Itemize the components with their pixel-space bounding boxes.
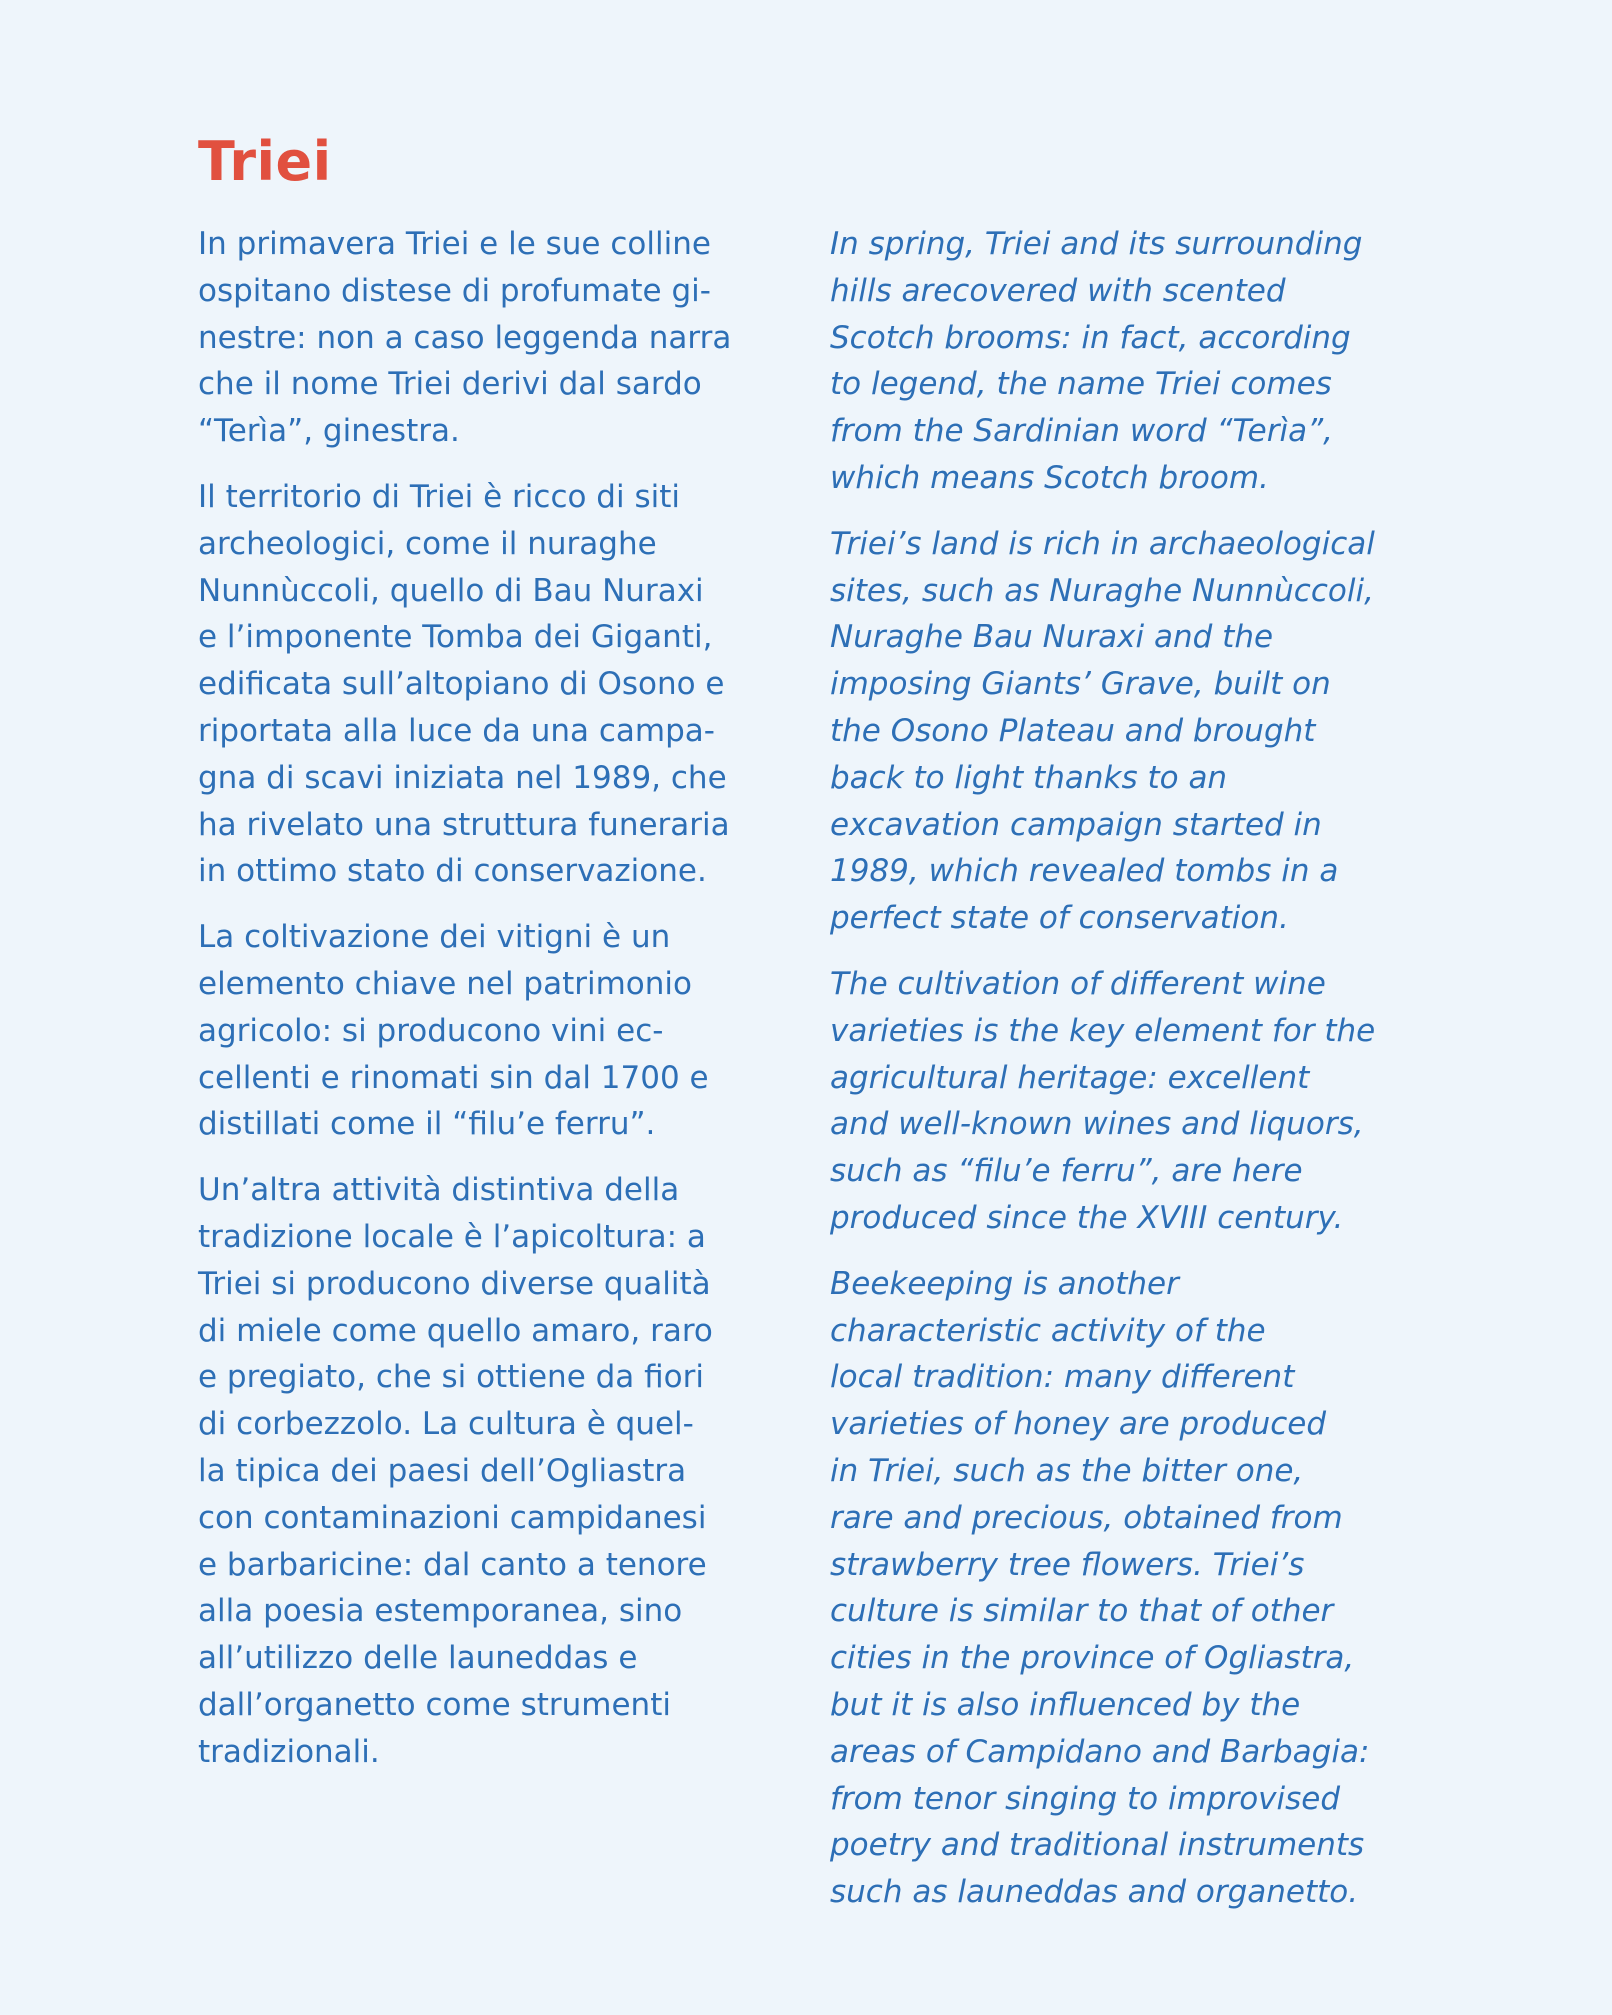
text-line: archeologici, come il nuraghe [198, 525, 657, 562]
text-line: e l’imponente Tomba dei Giganti, [198, 619, 713, 656]
text-line: e pregiato, che si ottiene da fiori [198, 1359, 705, 1396]
text-line: con contaminazioni campidanesi [198, 1499, 707, 1536]
text-line: strawberry tree flowers. Triei’s [830, 1546, 1305, 1583]
text-line: di miele come quello amaro, raro [198, 1312, 713, 1349]
text-line: all’utilizzo delle launeddas e [198, 1640, 638, 1677]
italian-column [198, 221, 798, 1795]
text-line: culture is similar to that of other [830, 1593, 1334, 1630]
text-line: Un’altra attività distintiva della [198, 1172, 680, 1209]
english-paragraph-4 [830, 1261, 1430, 1916]
text-line: ha rivelato una struttura funeraria [198, 806, 730, 843]
text-line: agricultural heritage: excellent [830, 1059, 1310, 1096]
text-line: Nuraghe Bau Nuraxi and the [830, 619, 1274, 656]
text-line: Scotch brooms: in fact, according [830, 319, 1351, 356]
italian-paragraph-4 [198, 1167, 798, 1775]
text-line: areas of Campidano and Barbagia: [830, 1733, 1370, 1770]
text-line: la tipica dei paesi dell’Ogliastra [198, 1452, 687, 1489]
text-line: di corbezzolo. La cultura è quel- [198, 1406, 694, 1443]
text-line: dall’organetto come strumenti [198, 1686, 671, 1723]
text-line: riportata alla luce da una campa- [198, 712, 715, 749]
text-line: elemento chiave nel patrimonio [198, 965, 692, 1002]
text-line: edificata sull’altopiano di Osono e [198, 666, 725, 703]
text-line: sites, such as Nuraghe Nunnùccoli, [830, 572, 1374, 609]
text-line: such as “filu’e ferru”, are here [830, 1153, 1303, 1190]
page-title: Triei [198, 130, 332, 193]
text-line: and well-known wines and liquors, [830, 1106, 1364, 1143]
text-line: from the Sardinian word “Terìa”, [830, 413, 1333, 450]
text-line: che il nome Triei derivi dal sardo [198, 366, 702, 403]
text-line: imposing Giants’ Grave, built on [830, 666, 1331, 703]
text-line: “Terìa”, ginestra. [198, 413, 460, 450]
text-line: produced since the XVIII century. [830, 1199, 1344, 1236]
english-paragraph-2 [830, 521, 1430, 942]
text-line: hills arecovered with scented [830, 272, 1286, 309]
text-line: varieties of honey are produced [830, 1406, 1327, 1443]
text-line: rare and precious, obtained from [830, 1499, 1343, 1536]
text-line: the Osono Plateau and brought [830, 712, 1316, 749]
text-line: varieties is the key element for the [830, 1012, 1376, 1049]
text-line: alla poesia estemporanea, sino [198, 1593, 683, 1630]
italian-paragraph-3 [198, 914, 798, 1148]
text-line: The cultivation of different wine [830, 965, 1326, 1002]
text-line: Beekeeping is another [830, 1265, 1179, 1302]
text-line: Triei si producono diverse qualità [198, 1265, 711, 1302]
italian-paragraph-1 [198, 221, 798, 455]
text-line: Il territorio di Triei è ricco di siti [198, 478, 680, 515]
text-line: characteristic activity of the [830, 1312, 1266, 1349]
text-line: La coltivazione dei vitigni è un [198, 919, 671, 956]
text-line: In primavera Triei e le sue colline [198, 226, 711, 262]
english-paragraph-1 [830, 221, 1430, 502]
text-line: In spring, Triei and its surrounding [830, 226, 1363, 262]
text-line: e barbaricine: dal canto a tenore [198, 1546, 707, 1583]
text-line: in ottimo stato di conservazione. [198, 853, 707, 890]
text-line: from tenor singing to improvised [830, 1780, 1341, 1817]
text-line: 1989, which revealed tombs in a [830, 853, 1339, 890]
english-column [830, 221, 1430, 1935]
text-line: back to light thanks to an [830, 759, 1228, 796]
text-line: distillati come il “filu’e ferru”. [198, 1106, 656, 1143]
text-line: excavation campaign started in [830, 806, 1322, 843]
text-line: tradizionali. [198, 1733, 380, 1770]
text-line: gna di scavi iniziata nel 1989, che [198, 759, 727, 796]
text-line: cellenti e rinomati sin dal 1700 e [198, 1059, 709, 1096]
text-line: Nunnùccoli, quello di Bau Nuraxi [198, 572, 704, 609]
text-line: in Triei, such as the bitter one, [830, 1452, 1304, 1489]
italian-paragraph-2 [198, 474, 798, 895]
text-line: such as launeddas and organetto. [830, 1874, 1359, 1911]
text-line: poetry and traditional instruments [830, 1827, 1365, 1864]
text-line: perfect state of conservation. [830, 900, 1289, 937]
text-line: to legend, the name Triei comes [830, 366, 1332, 403]
english-paragraph-3 [830, 961, 1430, 1242]
text-line: cities in the province of Ogliastra, [830, 1640, 1355, 1677]
text-line: tradizione locale è l’apicoltura: a [198, 1218, 706, 1255]
text-line: agricolo: si producono vini ec- [198, 1012, 664, 1049]
text-line: which means Scotch broom. [830, 459, 1269, 496]
text-line: Triei’s land is rich in archaeological [830, 525, 1375, 562]
text-line: local tradition: many different [830, 1359, 1295, 1396]
text-line: ospitano distese di profumate gi- [198, 272, 711, 309]
text-line: nestre: non a caso leggenda narra [198, 319, 732, 356]
text-line: but it is also influenced by the [830, 1686, 1301, 1723]
